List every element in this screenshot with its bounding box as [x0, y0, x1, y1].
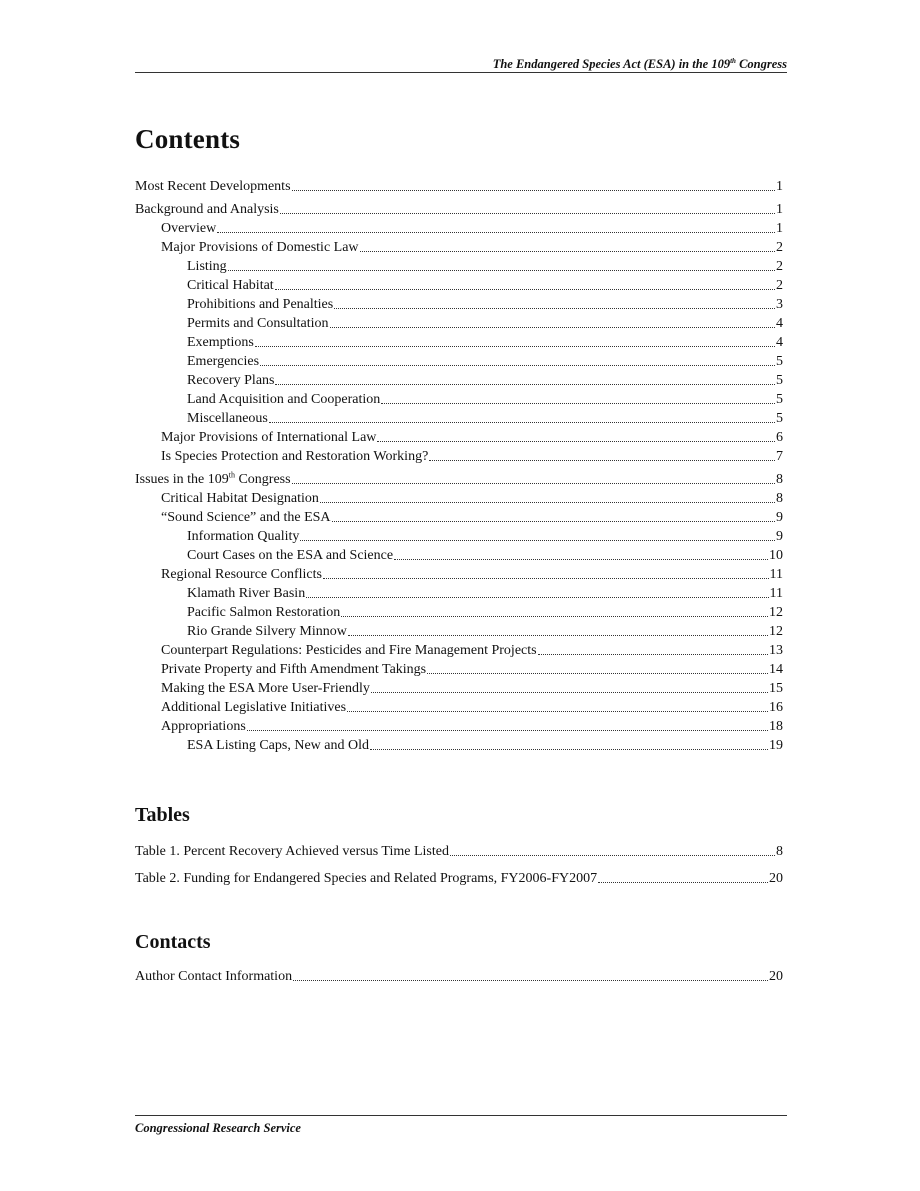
toc-entry-label: Listing — [187, 259, 227, 274]
dot-leader — [450, 854, 775, 856]
toc-entry-label-post: Congress — [234, 472, 291, 487]
dot-leader — [341, 615, 768, 617]
toc-entry-page: 4 — [776, 335, 783, 350]
dot-leader — [348, 634, 768, 636]
contents-list — [135, 177, 783, 755]
toc-entry-label-pre: Issues in the 109 — [135, 472, 229, 487]
toc-entry-page: 18 — [769, 719, 783, 734]
toc-entry[interactable] — [135, 698, 783, 717]
toc-entry-page: 10 — [769, 548, 783, 563]
toc-entry-page: 20 — [769, 871, 783, 886]
toc-entry-label: Pacific Salmon Restoration — [187, 605, 341, 620]
toc-entry-label — [135, 470, 291, 489]
toc-entry-label: Private Property and Fifth Amendment Takings — [161, 662, 427, 677]
toc-entry-label: Table 1. Percent Recovery Achieved versus Time Listed — [135, 844, 449, 859]
contacts-list — [135, 967, 783, 986]
toc-entry[interactable] — [135, 527, 783, 546]
toc-entry-page: 15 — [769, 681, 783, 696]
toc-entry[interactable] — [135, 489, 783, 508]
dot-leader — [429, 459, 775, 461]
header-title-pre: The Endangered Species Act (ESA) in the 109 — [492, 57, 731, 72]
toc-entry[interactable] — [135, 679, 783, 698]
toc-entry-label: Overview — [161, 221, 217, 236]
toc-entry-page: 3 — [776, 297, 783, 312]
dot-leader — [260, 364, 775, 366]
toc-entry-page: 5 — [776, 373, 783, 388]
dot-leader — [320, 501, 775, 503]
dot-leader — [377, 440, 775, 442]
toc-entry-page: 12 — [769, 624, 783, 639]
page-footer: Congressional Research Service — [135, 1115, 787, 1136]
dot-leader — [300, 539, 775, 541]
toc-entry[interactable] — [135, 470, 783, 489]
dot-leader — [427, 672, 768, 674]
toc-entry[interactable] — [135, 603, 783, 622]
toc-entry-page: 2 — [776, 259, 783, 274]
toc-entry-label-sup: th — [228, 470, 235, 480]
toc-entry[interactable] — [135, 352, 783, 371]
header-title-sup: th — [730, 57, 736, 65]
toc-entry[interactable] — [135, 295, 783, 314]
toc-entry-label: Counterpart Regulations: Pesticides and Fire Management Projects — [161, 643, 537, 658]
dot-leader — [330, 326, 775, 328]
toc-entry[interactable] — [135, 508, 783, 527]
tables-heading: Tables — [135, 804, 190, 826]
toc-entry-page: 6 — [776, 430, 783, 445]
toc-entry-page: 8 — [776, 844, 783, 859]
toc-entry[interactable] — [135, 238, 783, 257]
toc-entry[interactable] — [135, 565, 783, 584]
toc-entry[interactable] — [135, 842, 783, 861]
toc-entry-label: ESA Listing Caps, New and Old — [187, 738, 369, 753]
toc-entry[interactable] — [135, 967, 783, 986]
toc-entry-page: 14 — [769, 662, 783, 677]
toc-entry[interactable] — [135, 546, 783, 565]
dot-leader — [269, 421, 775, 423]
toc-entry[interactable] — [135, 371, 783, 390]
dot-leader — [293, 979, 768, 981]
dot-leader — [292, 482, 775, 484]
toc-entry[interactable] — [135, 622, 783, 641]
toc-entry-label: Major Provisions of Domestic Law — [161, 240, 359, 255]
dot-leader — [347, 710, 768, 712]
toc-entry-page: 11 — [769, 567, 783, 582]
toc-entry-label: Permits and Consultation — [187, 316, 329, 331]
dot-leader — [334, 307, 775, 309]
dot-leader — [306, 596, 768, 598]
contacts-heading: Contacts — [135, 931, 211, 953]
toc-entry[interactable] — [135, 584, 783, 603]
toc-entry-page: 12 — [769, 605, 783, 620]
toc-entry-page: 4 — [776, 316, 783, 331]
toc-entry-label: Recovery Plans — [187, 373, 275, 388]
toc-entry-label: Prohibitions and Penalties — [187, 297, 334, 312]
toc-entry[interactable] — [135, 177, 783, 196]
tables-list — [135, 842, 783, 888]
toc-entry-label: Background and Analysis — [135, 202, 279, 217]
dot-leader — [228, 269, 775, 271]
toc-entry[interactable] — [135, 447, 783, 466]
toc-entry[interactable] — [135, 660, 783, 679]
toc-entry[interactable] — [135, 219, 783, 238]
toc-entry-page: 1 — [776, 179, 783, 194]
dot-leader — [370, 748, 768, 750]
toc-entry-page: 5 — [776, 354, 783, 369]
toc-entry[interactable] — [135, 276, 783, 295]
toc-entry-label: Regional Resource Conflicts — [161, 567, 322, 582]
toc-entry-label: Author Contact Information — [135, 969, 293, 984]
dot-leader — [275, 288, 775, 290]
toc-entry-page: 7 — [776, 449, 783, 464]
toc-entry[interactable] — [135, 736, 783, 755]
toc-entry-label: Major Provisions of International Law — [161, 430, 377, 445]
toc-entry[interactable] — [135, 641, 783, 660]
toc-entry-page: 19 — [769, 738, 783, 753]
toc-entry-label: “Sound Science” and the ESA — [161, 510, 331, 525]
toc-entry-label: Exemptions — [187, 335, 254, 350]
toc-entry[interactable] — [135, 257, 783, 276]
toc-entry-label: Table 2. Funding for Endangered Species and Related Programs, FY2006-FY2007 — [135, 871, 598, 886]
dot-leader — [332, 520, 775, 522]
dot-leader — [217, 231, 775, 233]
toc-entry[interactable] — [135, 333, 783, 352]
dot-leader — [292, 189, 775, 191]
toc-entry-label: Rio Grande Silvery Minnow — [187, 624, 347, 639]
dot-leader — [371, 691, 768, 693]
toc-entry-label: Is Species Protection and Restoration Working? — [161, 449, 429, 464]
toc-entry[interactable] — [135, 869, 783, 888]
toc-entry-label: Land Acquisition and Cooperation — [187, 392, 381, 407]
toc-entry-page: 5 — [776, 392, 783, 407]
toc-entry-label: Critical Habitat — [187, 278, 274, 293]
dot-leader — [275, 383, 775, 385]
dot-leader — [538, 653, 768, 655]
toc-entry[interactable] — [135, 428, 783, 447]
toc-entry-page: 9 — [776, 529, 783, 544]
dot-leader — [323, 577, 769, 579]
dot-leader — [360, 250, 775, 252]
toc-entry-page: 2 — [776, 278, 783, 293]
dot-leader — [394, 558, 768, 560]
toc-entry-page: 9 — [776, 510, 783, 525]
toc-entry-page: 8 — [776, 491, 783, 506]
dot-leader — [381, 402, 775, 404]
header-title-post: Congress — [735, 57, 787, 72]
toc-entry[interactable] — [135, 390, 783, 409]
dot-leader — [598, 881, 768, 883]
dot-leader — [280, 212, 775, 214]
dot-leader — [247, 729, 768, 731]
contents-heading: Contents — [135, 124, 241, 154]
toc-entry-page: 1 — [776, 221, 783, 236]
toc-entry-label: Making the ESA More User-Friendly — [161, 681, 370, 696]
toc-entry-page: 11 — [769, 586, 783, 601]
toc-entry-label: Additional Legislative Initiatives — [161, 700, 347, 715]
toc-entry-label: Court Cases on the ESA and Science — [187, 548, 394, 563]
toc-entry[interactable] — [135, 409, 783, 428]
running-header — [135, 52, 787, 73]
toc-entry-page: 1 — [776, 202, 783, 217]
toc-entry-label: Miscellaneous — [187, 411, 268, 426]
dot-leader — [255, 345, 775, 347]
toc-entry-page: 5 — [776, 411, 783, 426]
toc-entry-label: Emergencies — [187, 354, 260, 369]
toc-entry-page: 13 — [769, 643, 783, 658]
toc-entry-page: 16 — [769, 700, 783, 715]
toc-entry[interactable] — [135, 200, 783, 219]
toc-entry-label: Information Quality — [187, 529, 300, 544]
toc-entry-label: Appropriations — [161, 719, 246, 734]
toc-entry-page: 2 — [776, 240, 783, 255]
toc-entry[interactable] — [135, 314, 783, 333]
toc-entry-label: Klamath River Basin — [187, 586, 306, 601]
toc-entry-page: 20 — [769, 969, 783, 984]
toc-entry-page: 8 — [776, 472, 783, 487]
toc-entry-label: Most Recent Developments — [135, 179, 291, 194]
toc-entry-label: Critical Habitat Designation — [161, 491, 319, 506]
toc-entry[interactable] — [135, 717, 783, 736]
